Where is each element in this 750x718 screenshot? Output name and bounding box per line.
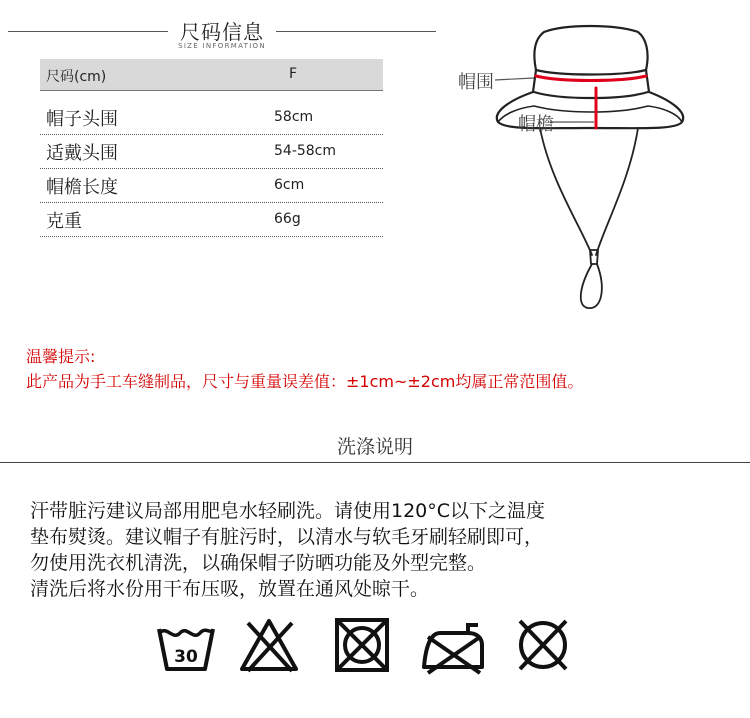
- row-label: 帽子头围: [46, 109, 118, 130]
- washing-text-line: 勿使用洗衣机清洗，以确保帽子防晒功能及外型完整。: [30, 552, 487, 574]
- washing-divider: [0, 462, 750, 463]
- hat-brim-label: 帽檐: [518, 114, 554, 135]
- size-header-label: 尺码(cm): [46, 69, 107, 85]
- section-title: 尺码信息: [180, 20, 264, 44]
- row-label: 帽檐长度: [46, 177, 118, 198]
- washing-title: 洗涤说明: [336, 436, 413, 458]
- iron-low-icon: [420, 615, 488, 675]
- row-value: 66g: [274, 211, 301, 227]
- washing-text-line: 垫布熨烫。建议帽子有脏污时，以清水与软毛牙刷轻刷即可，: [30, 526, 544, 548]
- row-value: 6cm: [274, 177, 305, 193]
- wash-temp-text: 30: [174, 647, 198, 667]
- wash-30-icon: [155, 615, 217, 675]
- header-line-left: [8, 31, 168, 32]
- row-value: 54-58cm: [274, 143, 337, 159]
- size-header-value: F: [289, 66, 298, 82]
- table-row: [40, 100, 383, 135]
- table-row: [40, 202, 383, 237]
- row-value: 58cm: [274, 109, 314, 125]
- washing-text-line: 汗带脏污建议局部用肥皂水轻刷洗。请使用120°C以下之温度: [30, 500, 546, 522]
- header-line-right: [276, 31, 436, 32]
- hat-circumference-label: 帽围: [458, 72, 494, 93]
- washing-text-line: 清洗后将水份用干布压吸，放置在通风处晾干。: [30, 578, 430, 600]
- row-label: 克重: [46, 211, 82, 232]
- row-label: 适戴头围: [46, 143, 118, 164]
- hat-diagram: [440, 10, 690, 320]
- table-row: [40, 134, 383, 169]
- table-row: [40, 168, 383, 203]
- notice-text: 此产品为手工车缝制品，尺寸与重量误差值：±1cm~±2cm均属正常范围值。: [26, 372, 584, 391]
- no-dry-clean-icon: [512, 615, 574, 675]
- no-tumble-dry-icon: [332, 615, 392, 675]
- section-subtitle: SIZE INFORMATION: [178, 42, 266, 50]
- size-table-header: [40, 59, 383, 91]
- notice-title: 温馨提示:: [26, 347, 96, 366]
- no-bleach-icon: [238, 615, 300, 675]
